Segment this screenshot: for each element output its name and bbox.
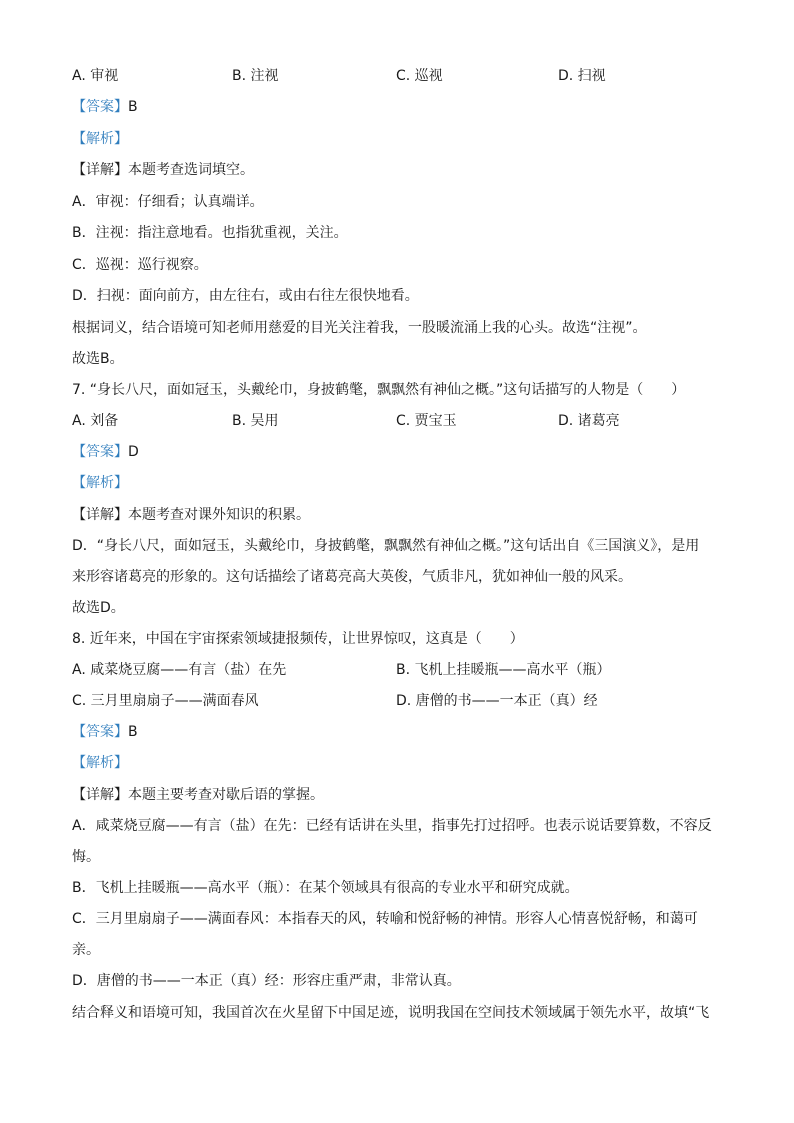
q8-conclusion: 结合释义和语境可知，我国首次在火星留下中国足迹，说明我国在空间技术领域属于领先水平，故填“飞 [72,1005,710,1021]
q6-explain-b: B．注视：指注意地看。也指犹重视，关注。 [72,225,348,241]
q7-explain-line-2: 来形容诸葛亮的形象的。这句话描绘了诸葛亮高大英俊，气质非凡，犹如神仙一般的风采。 [72,569,632,585]
q8-explain-b: B．飞机上挂暖瓶——高水平（瓶）：在某个领域具有很高的专业水平和研究成就。 [72,880,579,896]
q8-analysis-line [72,753,720,773]
q6-detail-line [72,160,720,180]
q8-explain-c-line-2: 亲。 [72,942,100,958]
q7-option-d: D. 诸葛亮 [558,413,620,429]
q6-option-d: D. 扫视 [558,68,606,84]
q8-answer: B [128,724,138,740]
q8-option-c: C. 三月里扇扇子——满面春风 [72,693,259,709]
q6-conclusion: 根据词义，结合语境可知老师用慈爱的目光关注着我，一股暖流涌上我的心头。故选“注视”。 [72,320,647,336]
q7-option-b: B. 吴用 [232,413,279,429]
q8-detail-tag: 【详解】 [72,787,128,803]
q8-explain-a-line-1: A．咸菜烧豆腐——有言（盐）在先：已经有话讲在头里，指事先打过招呼。也表示说话要算数，不容反 [72,818,712,834]
q7-answer: D [128,444,139,460]
q8-answer-tag: 【答案】 [72,724,128,740]
q6-final-choice: 故选B。 [72,351,124,367]
q7-analysis-line [72,473,720,493]
q6-options [72,66,720,86]
q7-detail-intro: 本题考查对课外知识的积累。 [128,507,310,523]
q6-answer: B [128,99,138,115]
q7-stem: 7. “身长八尺，面如冠玉，头戴纶巾，身披鹤氅，飘飘然有神仙之概。”这句话描写的人物是（ ） [72,382,686,398]
q7-analysis-tag: 【解析】 [72,475,128,491]
q6-option-a: A. 审视 [72,68,119,84]
q6-detail-intro: 本题考查选词填空。 [128,162,254,178]
q7-option-a: A. 刘备 [72,413,119,429]
q6-explain-c: C．巡视：巡行视察。 [72,257,208,273]
q7-answer-line [72,442,720,462]
q7-final-choice: 故选D。 [72,600,125,616]
q8-analysis-tag: 【解析】 [72,755,128,771]
q6-answer-line [72,97,720,117]
q8-explain-c-line-1: C．三月里扇扇子——满面春风：本指春天的风，转喻和悦舒畅的神情。形容人心情喜悦舒畅，和蔼可 [72,911,698,927]
q7-detail-line [72,505,720,525]
q6-analysis-tag: 【解析】 [72,131,128,147]
q8-option-b: B. 飞机上挂暖瓶——高水平（瓶） [396,662,611,678]
q8-answer-line [72,722,720,742]
q7-option-c: C. 贾宝玉 [396,413,457,429]
q7-explain-line-1: D．“身长八尺，面如冠玉，头戴纶巾，身披鹤氅，飘飘然有神仙之概。”这句话出自《三国演义》，是用 [72,538,700,554]
q6-option-c: C. 巡视 [396,68,443,84]
q8-option-a: A. 咸菜烧豆腐——有言（盐）在先 [72,662,287,678]
q8-explain-d: D．唐僧的书——一本正（真）经：形容庄重严肃，非常认真。 [72,973,461,989]
q8-detail-intro: 本题主要考查对歇后语的掌握。 [128,787,324,803]
q8-detail-line [72,785,720,805]
q8-stem: 8. 近年来，中国在宇宙探索领域捷报频传，让世界惊叹，这真是（ ） [72,631,524,647]
q8-options-row-2 [72,691,720,711]
q8-explain-a-line-2: 悔。 [72,849,100,865]
q7-answer-tag: 【答案】 [72,444,128,460]
q6-detail-tag: 【详解】 [72,162,128,178]
q6-answer-tag: 【答案】 [72,99,128,115]
q8-options-row-1 [72,660,720,680]
q6-explain-a: A．审视：仔细看；认真端详。 [72,194,264,210]
q6-analysis-line [72,129,720,149]
q7-options [72,411,720,431]
q6-option-b: B. 注视 [232,68,279,84]
q6-explain-d: D．扫视：面向前方，由左往右，或由右往左很快地看。 [72,288,419,304]
q7-detail-tag: 【详解】 [72,507,128,523]
q8-option-d: D. 唐僧的书——一本正（真）经 [396,693,598,709]
